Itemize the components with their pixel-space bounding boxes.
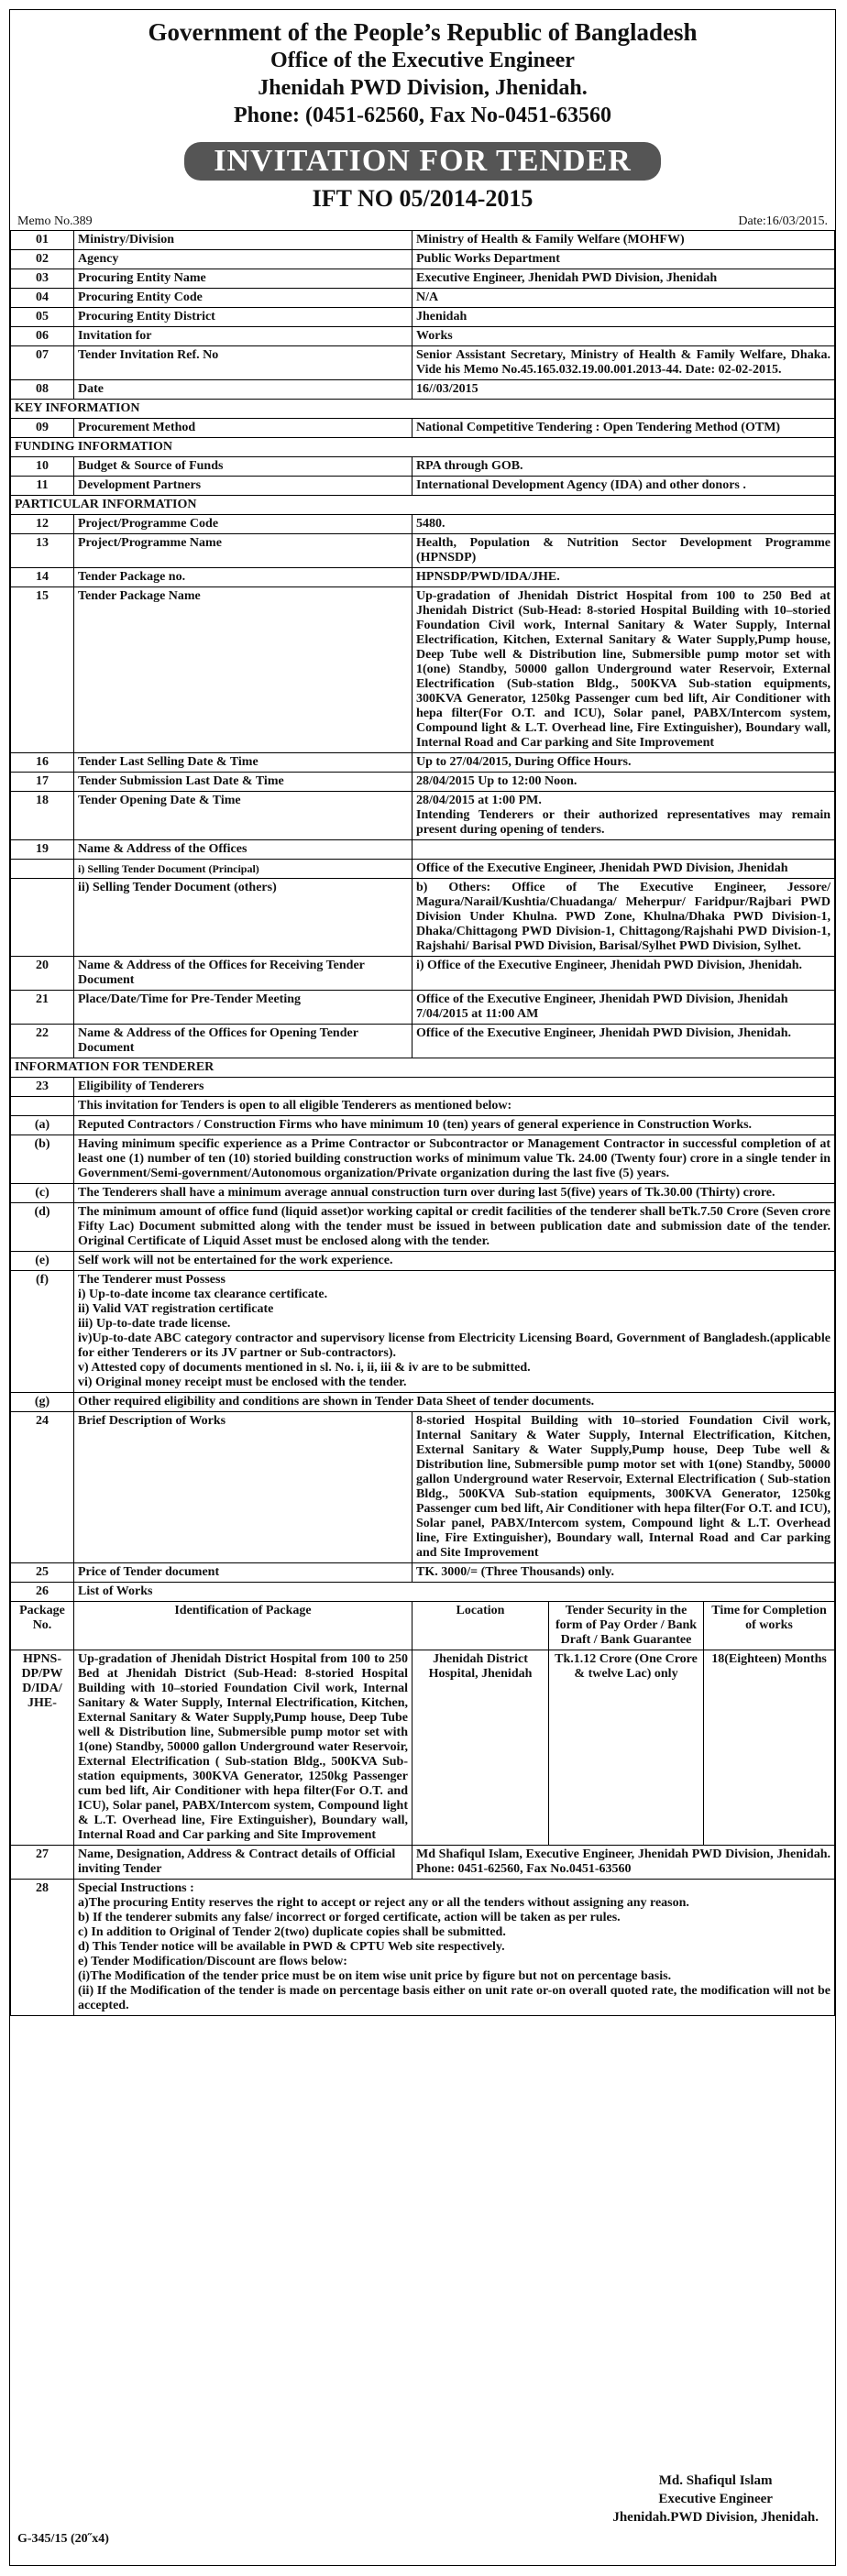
row-value: 8-storied Hospital Building with 10–storied Foundation Civil work, Internal Sanitary & Water Supply, Internal Electrification, Kitchen, External Sanitary & Water Supply,Pump house, Deep Tube well & Distribution line, Submersible pump motor set with 1(one) Standby, 50000 gallon Underground water Reservoir, External Electrification ( Sub-station Bldg., 500KVA Sub-station equipments, 300KVA Generator, 1250kg Passenger cum bed lift, Air Conditioner with hepa filter(For O.T. and ICU), Solar panel, PABX/Intercom system, Compound light & L.T. Overhead line, Fire Extinguisher), Boundary wall, Internal Road and Car parking and Site Improvement (412, 1412, 835, 1563)
row-value: Office of the Executive Engineer, Jhenidah PWD Division, Jhenidah (412, 860, 835, 879)
row-19-i (11, 860, 835, 879)
phone-line: Phone: (0451-62560, Fax No-0451-63560 (234, 104, 611, 127)
row-number: 01 (11, 231, 74, 250)
row-number: 16 (11, 753, 74, 773)
row-number: 26 (11, 1583, 74, 1602)
row-label: Brief Description of Works (74, 1412, 412, 1563)
gov-title: Government of the People’s Republic of Bangladesh (148, 18, 698, 46)
eligibility-item (11, 1252, 835, 1271)
row-label: Tender Invitation Ref. No (74, 346, 412, 380)
signatory-title: Executive Engineer (658, 2492, 773, 2506)
row-16 (11, 753, 835, 773)
eligibility-intro-text: This invitation for Tenders is open to all eligible Tenderers as mentioned below: (74, 1097, 835, 1116)
row-label: Tender Last Selling Date & Time (74, 753, 412, 773)
eligibility-item (11, 1271, 835, 1393)
col-identification: Identification of Package (74, 1602, 412, 1650)
row-24 (11, 1412, 835, 1563)
row-number: 21 (11, 991, 74, 1025)
eligibility-item (11, 1393, 835, 1412)
row-15 (11, 587, 835, 753)
row-value: RPA through GOB. (412, 457, 835, 477)
eligibility-key: (d) (11, 1203, 74, 1252)
eligibility-text: The Tenderer must Possess i) Up-to-date income tax clearance certificate. ii) Valid VAT registration certificate iii) Up-to-date trade license. iv)Up-to-date ABC category contractor and supervisory license from Electricity Licensing Board, Government of Bangladesh.(applicable for either Tenderers or its JV partner or Sub-contractors). v) Attested copy of documents mentioned in sl. No. i, ii, iii & iv are to be submitted. vi) Original money receipt must be enclosed with the tender. (74, 1271, 835, 1393)
eligibility-text: Having minimum specific experience as a Prime Contractor or Subcontractor or Management Contractor in successful completion of at least one (1) number of ten (10) storied building construction works of minimum value Tk. 24.00 (Twenty four) crore in a single tender in Government/Semi-government/Autonomous organization/Private organization during the last five (5) years. (74, 1135, 835, 1184)
package-location: Jhenidah District Hospital, Jhenidah (412, 1650, 549, 1846)
works-row (11, 1650, 835, 1846)
section-information-for-tenderer (11, 1058, 835, 1078)
row-label: Agency (74, 250, 412, 269)
eligibility-key: (b) (11, 1135, 74, 1184)
row-label: Procuring Entity Name (74, 269, 412, 289)
section-particular-information (11, 496, 835, 515)
row-number: 13 (11, 534, 74, 568)
row-number: 04 (11, 289, 74, 308)
row-label: Tender Package no. (74, 568, 412, 587)
row-number: 05 (11, 308, 74, 327)
row-label: Tender Submission Last Date & Time (74, 773, 412, 792)
section-funding-information (11, 438, 835, 457)
row-17 (11, 773, 835, 792)
row-label: Budget & Source of Funds (74, 457, 412, 477)
package-no: HPNS-DP/PW D/IDA/ JHE- (11, 1650, 74, 1846)
row-value: N/A (412, 289, 835, 308)
section-key-information (11, 400, 835, 419)
row-28 (11, 1880, 835, 2016)
ift-number: IFT NO 05/2014-2015 (312, 185, 534, 212)
row-value: 28/04/2015 at 1:00 PM. Intending Tenderers or their authorized representatives may remain present during opening of tenders. (412, 792, 835, 840)
tender-notice (9, 9, 836, 2566)
col-tender-security: Tender Security in the form of Pay Order / Bank Draft / Bank Guarantee (549, 1602, 704, 1650)
col-package-no: Package No. (11, 1602, 74, 1650)
row-08 (11, 380, 835, 400)
row-12 (11, 515, 835, 534)
package-security: Tk.1.12 Crore (One Crore & twelve Lac) only (549, 1650, 704, 1846)
row-number (11, 1097, 74, 1116)
row-19 (11, 840, 835, 860)
row-number: 09 (11, 419, 74, 438)
row-value: International Development Agency (IDA) and other donors . (412, 477, 835, 496)
eligibility-key: (e) (11, 1252, 74, 1271)
row-label: i) Selling Tender Document (Principal) (74, 860, 412, 879)
row-01 (11, 231, 835, 250)
row-18 (11, 792, 835, 840)
row-label: Project/Programme Code (74, 515, 412, 534)
signatory-name: Md. Shafiqul Islam (658, 2473, 773, 2488)
row-value: 16//03/2015 (412, 380, 835, 400)
row-23 (11, 1078, 835, 1097)
row-label: Procurement Method (74, 419, 412, 438)
row-26 (11, 1583, 835, 1602)
eligibility-text: Reputed Contractors / Construction Firms who have minimum 10 (ten) years of general experience in Construction Works. (74, 1116, 835, 1135)
row-number (11, 860, 74, 879)
row-27 (11, 1846, 835, 1880)
eligibility-text: Self work will not be entertained for the work experience. (74, 1252, 835, 1271)
row-19-ii (11, 879, 835, 957)
tender-table (10, 230, 835, 2016)
row-value: Md Shafiqul Islam, Executive Engineer, Jhenidah PWD Division, Jhenidah. Phone: 0451-62560, Fax No.0451-63560 (412, 1846, 835, 1880)
row-value: Office of the Executive Engineer, Jhenidah PWD Division, Jhenidah 7/04/2015 at 11:00 AM (412, 991, 835, 1025)
row-25 (11, 1563, 835, 1583)
package-identification: Up-gradation of Jhenidah District Hospital from 100 to 250 Bed at Jhenidah District (Sub-Head: 8-storied Hospital Building with 10–storied Foundation Civil work, Internal Sanitary & Water Supply, Internal Electrification, Kitchen, External Sanitary & Water Supply,Pump house, Deep Tube well & Distribution line, Submersible pump motor set with 1(one) Standby, 50000 gallon Underground water Reservoir, External Electrification ( Sub-station Bldg., 500KVA Sub-station equipments, 300KVA Generator, 1250kg Passenger cum bed lift, Air Conditioner with hepa filter(For O.T. and ICU), Solar panel, PABX/Intercom system, Compound light & L.T. Overhead line, Fire Extinguisher), Boundary wall, Internal Road and Car parking and Site Improvement (74, 1650, 412, 1846)
row-22 (11, 1025, 835, 1058)
row-number: 27 (11, 1846, 74, 1880)
row-number: 19 (11, 840, 74, 860)
row-label: Tender Package Name (74, 587, 412, 753)
signature-block (612, 2472, 819, 2527)
row-value: i) Office of the Executive Engineer, Jhenidah PWD Division, Jhenidah. (412, 957, 835, 991)
row-label: Name, Designation, Address & Contract details of Official inviting Tender (74, 1846, 412, 1880)
special-instructions: Special Instructions : a)The procuring Entity reserves the right to accept or reject any or all the tenders without assigning any reason. b) If the tenderer submits any false/ incorrect or forged certificate, action will be taken as per rules. c) In addition to Original of Tender 2(two) duplicate copies shall be submitted. d) This Tender notice will be available in PWD & CPTU Web site respectively. e) Tender Modification/Discount are flows below: (i)The Modification of the tender price must be on item wise unit price by figure but not on percentage basis. (ii) If the Modification of the tender is made on percentage basis either on unit rate or-on overall quoted rate, the modification will not be accepted. (74, 1880, 835, 2016)
row-value: Jhenidah (412, 308, 835, 327)
row-value: Office of the Executive Engineer, Jhenidah PWD Division, Jhenidah. (412, 1025, 835, 1058)
row-label: Invitation for (74, 327, 412, 346)
row-number: 10 (11, 457, 74, 477)
row-number: 24 (11, 1412, 74, 1563)
row-04 (11, 289, 835, 308)
row-label: Place/Date/Time for Pre-Tender Meeting (74, 991, 412, 1025)
row-label: Tender Opening Date & Time (74, 792, 412, 840)
row-value: 5480. (412, 515, 835, 534)
row-label: Name & Address of the Offices for Receiving Tender Document (74, 957, 412, 991)
row-number: 02 (11, 250, 74, 269)
row-02 (11, 250, 835, 269)
row-label: Ministry/Division (74, 231, 412, 250)
row-number: 14 (11, 568, 74, 587)
row-label: ii) Selling Tender Document (others) (74, 879, 412, 957)
row-20 (11, 957, 835, 991)
section-heading: PARTICULAR INFORMATION (11, 496, 835, 515)
eligibility-item (11, 1135, 835, 1184)
package-time: 18(Eighteen) Months (704, 1650, 835, 1846)
row-label: Procuring Entity District (74, 308, 412, 327)
row-06 (11, 327, 835, 346)
row-value: Works (412, 327, 835, 346)
section-heading: KEY INFORMATION (11, 400, 835, 419)
row-10 (11, 457, 835, 477)
row-03 (11, 269, 835, 289)
row-value: Executive Engineer, Jhenidah PWD Division, Jhenidah (412, 269, 835, 289)
row-number: 12 (11, 515, 74, 534)
eligibility-text: The Tenderers shall have a minimum average annual construction turn over during last 5(five) years of Tk.30.00 (Thirty) crore. (74, 1184, 835, 1203)
row-value: TK. 3000/= (Three Thousands) only. (412, 1563, 835, 1583)
memo-date: Date:16/03/2015. (738, 214, 828, 228)
col-completion-time: Time for Completion of works (704, 1602, 835, 1650)
row-value: 28/04/2015 Up to 12:00 Noon. (412, 773, 835, 792)
memo-no: Memo No.389 (17, 214, 93, 228)
eligibility-key: (c) (11, 1184, 74, 1203)
col-location: Location (412, 1602, 549, 1650)
row-number: 25 (11, 1563, 74, 1583)
row-value: National Competitive Tendering : Open Tendering Method (OTM) (412, 419, 835, 438)
memo-line (10, 214, 835, 230)
row-label: Date (74, 380, 412, 400)
row-label: Procuring Entity Code (74, 289, 412, 308)
row-number: 22 (11, 1025, 74, 1058)
eligibility-item (11, 1184, 835, 1203)
row-09 (11, 419, 835, 438)
row-label: Project/Programme Name (74, 534, 412, 568)
row-number: 07 (11, 346, 74, 380)
row-21 (11, 991, 835, 1025)
works-header (11, 1602, 835, 1650)
row-label: Name & Address of the Offices (74, 840, 412, 860)
row-value: Senior Assistant Secretary, Ministry of Health & Family Welfare, Dhaka. Vide his Memo No.45.165.032.19.00.001.2013-44. Date: 02-02-2015. (412, 346, 835, 380)
row-label: Name & Address of the Offices for Opening Tender Document (74, 1025, 412, 1058)
eligibility-intro (11, 1097, 835, 1116)
row-label: Development Partners (74, 477, 412, 496)
section-heading: FUNDING INFORMATION (11, 438, 835, 457)
eligibility-text: The minimum amount of office fund (liquid asset)or working capital or credit facilities of the tenderer shall beTk.7.50 Crore (Seven crore Fifty Lac) Document submitted along with the tender must be issued in between publication date and submission date of the tender. Original Certificate of Liquid Asset must be enclosed along with the tender. (74, 1203, 835, 1252)
eligibility-item (11, 1203, 835, 1252)
row-number: 20 (11, 957, 74, 991)
section-heading: INFORMATION FOR TENDERER (11, 1058, 835, 1078)
division-title: Jhenidah PWD Division, Jhenidah. (258, 76, 588, 100)
row-value: Health, Population & Nutrition Sector Development Programme (HPNSDP) (412, 534, 835, 568)
row-number: 11 (11, 477, 74, 496)
row-value: b) Others: Office of The Executive Engineer, Jessore/ Magura/Narail/Kushtia/Chuadanga/ Meherpur/ Faridpur/Rajbari PWD Division Under Khulna. PWD Zone, Khulna/Dhaka PWD Division-1, Dhaka/Chittagong PWD Division-1, Chittagong/Rajshahi PWD Division-1, Rajshahi/ Barisal PWD Division, Barisal/Sylhet PWD Division, Sylhet. (412, 879, 835, 957)
eligibility-key: (f) (11, 1271, 74, 1393)
row-number: 06 (11, 327, 74, 346)
row-14 (11, 568, 835, 587)
row-number: 23 (11, 1078, 74, 1097)
row-label: List of Works (74, 1583, 835, 1602)
row-number: 15 (11, 587, 74, 753)
signatory-office: Jhenidah.PWD Division, Jhenidah. (612, 2510, 819, 2525)
eligibility-item (11, 1116, 835, 1135)
banner-invitation: INVITATION FOR TENDER (184, 142, 661, 181)
row-number (11, 879, 74, 957)
row-number: 28 (11, 1880, 74, 2016)
row-number: 17 (11, 773, 74, 792)
row-label: Eligibility of Tenderers (74, 1078, 835, 1097)
eligibility-key: (a) (11, 1116, 74, 1135)
eligibility-text: Other required eligibility and conditions are shown in Tender Data Sheet of tender documents. (74, 1393, 835, 1412)
row-label: Price of Tender document (74, 1563, 412, 1583)
row-value: Up-gradation of Jhenidah District Hospital from 100 to 250 Bed at Jhenidah District (Sub-Head: 8-storied Hospital Building with 10–storied Foundation Civil work, Internal Sanitary & Water Supply, Internal Electrification, Kitchen, External Sanitary & Water Supply,Pump house, Deep Tube well & Distribution line, Submersible pump motor set with 1(one) Standby, 50000 gallon Underground water Reservoir, External Electrification (Sub-station Bldg., 500KVA Sub-station equipments, 300KVA Generator, 1250kg Passenger cum bed lift, Air Conditioner with hepa filter(For O.T. and ICU), Solar panel, PABX/Intercom system, Compound light & L.T. Overhead line, Fire Extinguisher), Boundary wall, Internal Road and Car parking and Site Improvement (412, 587, 835, 753)
row-value: HPNSDP/PWD/IDA/JHE. (412, 568, 835, 587)
row-number: 08 (11, 380, 74, 400)
office-title: Office of the Executive Engineer (270, 49, 575, 72)
row-07 (11, 346, 835, 380)
row-number: 03 (11, 269, 74, 289)
row-value: Public Works Department (412, 250, 835, 269)
eligibility-key: (g) (11, 1393, 74, 1412)
row-05 (11, 308, 835, 327)
row-13 (11, 534, 835, 568)
row-11 (11, 477, 835, 496)
row-value: Up to 27/04/2015, During Office Hours. (412, 753, 835, 773)
row-value: Ministry of Health & Family Welfare (MOHFW) (412, 231, 835, 250)
footer-code: G-345/15 (20˝x4) (17, 2532, 109, 2546)
row-value (412, 840, 835, 860)
row-number: 18 (11, 792, 74, 840)
